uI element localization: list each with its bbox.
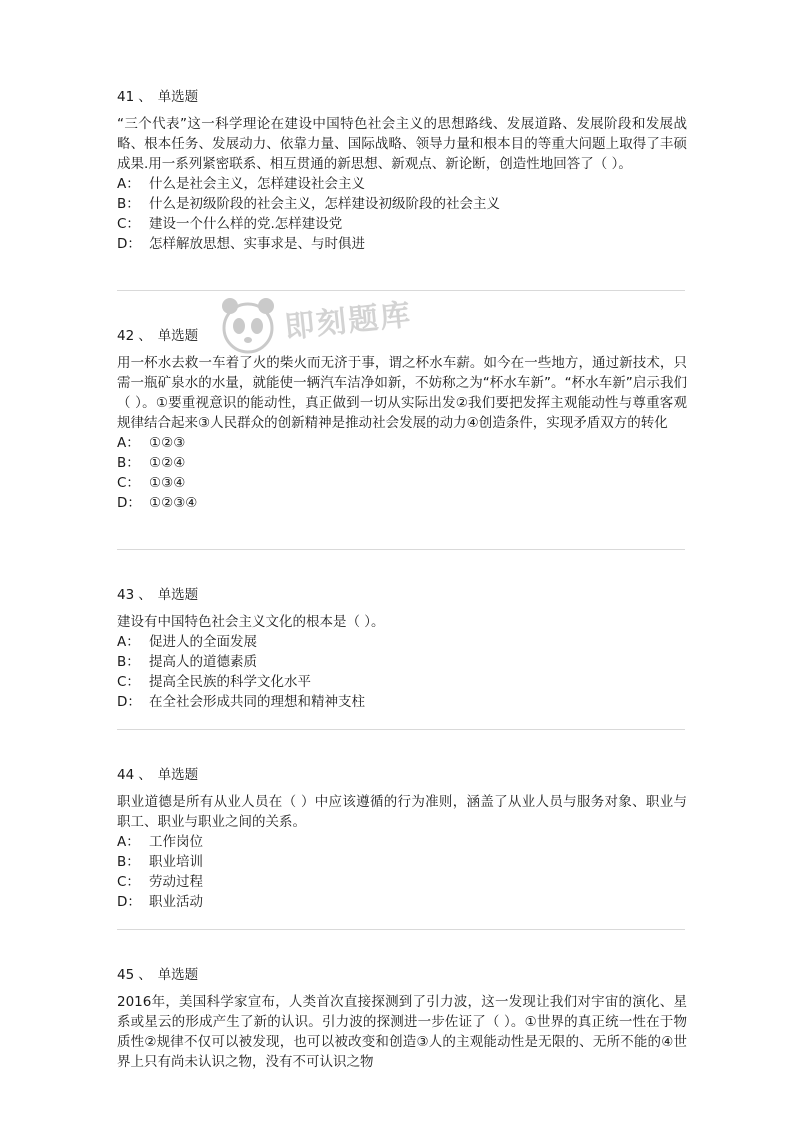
option-text: 提高人的道德素质 [149, 654, 257, 670]
option-letter: A： [117, 435, 140, 451]
question-number: 45 [117, 967, 135, 983]
question-separator: 、 [138, 587, 152, 603]
option-text: 提高全民族的科学文化水平 [149, 674, 311, 690]
option-text: 什么是社会主义，怎样建设社会主义 [149, 176, 365, 192]
question-type: 单选题 [157, 328, 199, 344]
option-d[interactable] [117, 493, 687, 513]
option-letter: D： [117, 894, 141, 910]
option-a[interactable] [117, 433, 687, 453]
option-d[interactable] [117, 234, 687, 254]
question-number: 44 [117, 767, 135, 783]
question-separator: 、 [138, 767, 152, 783]
option-letter: A： [117, 176, 140, 192]
question-header [117, 765, 687, 785]
option-c[interactable] [117, 672, 687, 692]
option-letter: C： [117, 216, 140, 232]
option-letter: C： [117, 874, 140, 890]
option-letter: D： [117, 694, 141, 710]
option-letter: C： [117, 475, 140, 491]
option-text: 工作岗位 [149, 834, 203, 850]
question-text: 用一杯水去救一车着了火的柴火而无济于事，谓之杯水车薪。如今在一些地方，通过新技术，只需一瓶矿泉水的水量，就能使一辆汽车洁净如新，不妨称之为“杯水车新”。“杯水车新”启示我们（ ）。①要重视意识的能动性，真正做到一切从实际出发②我们要把发挥主观能动性与尊重客观规律结合起来③人民群众的创新精神是推动社会发展的动力④创造条件，实现矛盾双方的转化 [117, 355, 687, 431]
option-text: 劳动过程 [149, 874, 203, 890]
question-number: 41 [117, 89, 135, 105]
question-divider [117, 929, 685, 930]
option-text: 职业活动 [149, 894, 203, 910]
question-type: 单选题 [157, 967, 199, 983]
option-letter: B： [117, 854, 140, 870]
option-a[interactable] [117, 832, 687, 852]
option-text: 建设一个什么样的党.怎样建设党 [149, 216, 343, 232]
question-text: “三个代表”这一科学理论在建设中国特色社会主义的思想路线、发展道路、发展阶段和发展战略、根本任务、发展动力、依靠力量、国际战略、领导力量和根本目的等重大问题上取得了丰硕成果.用一系列紧密联系、相互贯通的新思想、新观点、新论断，创造性地回答了（ ）。 [117, 116, 687, 172]
watermark-text: 即刻题库 [282, 297, 414, 346]
option-text: 职业培训 [149, 854, 203, 870]
question-type: 单选题 [157, 587, 199, 603]
option-letter: A： [117, 634, 140, 650]
option-b[interactable] [117, 453, 687, 473]
question-header [117, 326, 687, 346]
question-43 [117, 585, 687, 712]
question-separator: 、 [138, 328, 152, 344]
option-text: ①③④ [149, 475, 186, 491]
question-44 [117, 765, 687, 912]
question-text: 2016年，美国科学家宣布，人类首次直接探测到了引力波，这一发现让我们对宇宙的演化、星系或星云的形成产生了新的认识。引力波的探测进一步佐证了（ ）。①世界的真正统一性在于物质性②规律不仅可以被发现，也可以被改变和创造③人的主观能动性是无限的、无所不能的④世界上只有尚未认识之物，没有不可认识之物 [117, 994, 687, 1070]
question-42 [117, 326, 687, 513]
question-number: 42 [117, 328, 135, 344]
option-letter: D： [117, 495, 141, 511]
option-letter: B： [117, 455, 140, 471]
option-d[interactable] [117, 692, 687, 712]
option-text: 促进人的全面发展 [149, 634, 257, 650]
option-c[interactable] [117, 214, 687, 234]
question-number: 43 [117, 587, 135, 603]
question-type: 单选题 [157, 89, 199, 105]
option-a[interactable] [117, 174, 687, 194]
option-d[interactable] [117, 892, 687, 912]
question-divider [117, 729, 685, 730]
question-type: 单选题 [157, 767, 199, 783]
option-text: ①②③④ [149, 495, 198, 511]
option-c[interactable] [117, 872, 687, 892]
option-letter: A： [117, 834, 140, 850]
question-text: 建设有中国特色社会主义文化的根本是（ ）。 [117, 614, 385, 630]
question-45 [117, 965, 687, 1072]
question-41 [117, 87, 687, 254]
option-text: ①②③ [149, 435, 186, 451]
option-text: 什么是初级阶段的社会主义，怎样建设初级阶段的社会主义 [149, 196, 500, 212]
option-b[interactable] [117, 852, 687, 872]
option-text: 在全社会形成共同的理想和精神支柱 [149, 694, 365, 710]
question-header [117, 585, 687, 605]
option-c[interactable] [117, 473, 687, 493]
question-text: 职业道德是所有从业人员在（ ）中应该遵循的行为准则，涵盖了从业人员与服务对象、职业与职工、职业与职业之间的关系。 [117, 794, 687, 830]
question-divider [117, 290, 685, 291]
option-b[interactable] [117, 194, 687, 214]
question-header [117, 965, 687, 985]
option-b[interactable] [117, 652, 687, 672]
question-separator: 、 [138, 89, 152, 105]
option-letter: B： [117, 654, 140, 670]
question-divider [117, 549, 685, 550]
option-a[interactable] [117, 632, 687, 652]
option-text: ①②④ [149, 455, 186, 471]
option-letter: D： [117, 236, 141, 252]
question-header [117, 87, 687, 107]
option-letter: C： [117, 674, 140, 690]
option-letter: B： [117, 196, 140, 212]
option-text: 怎样解放思想、实事求是、与时俱进 [149, 236, 365, 252]
question-separator: 、 [138, 967, 152, 983]
